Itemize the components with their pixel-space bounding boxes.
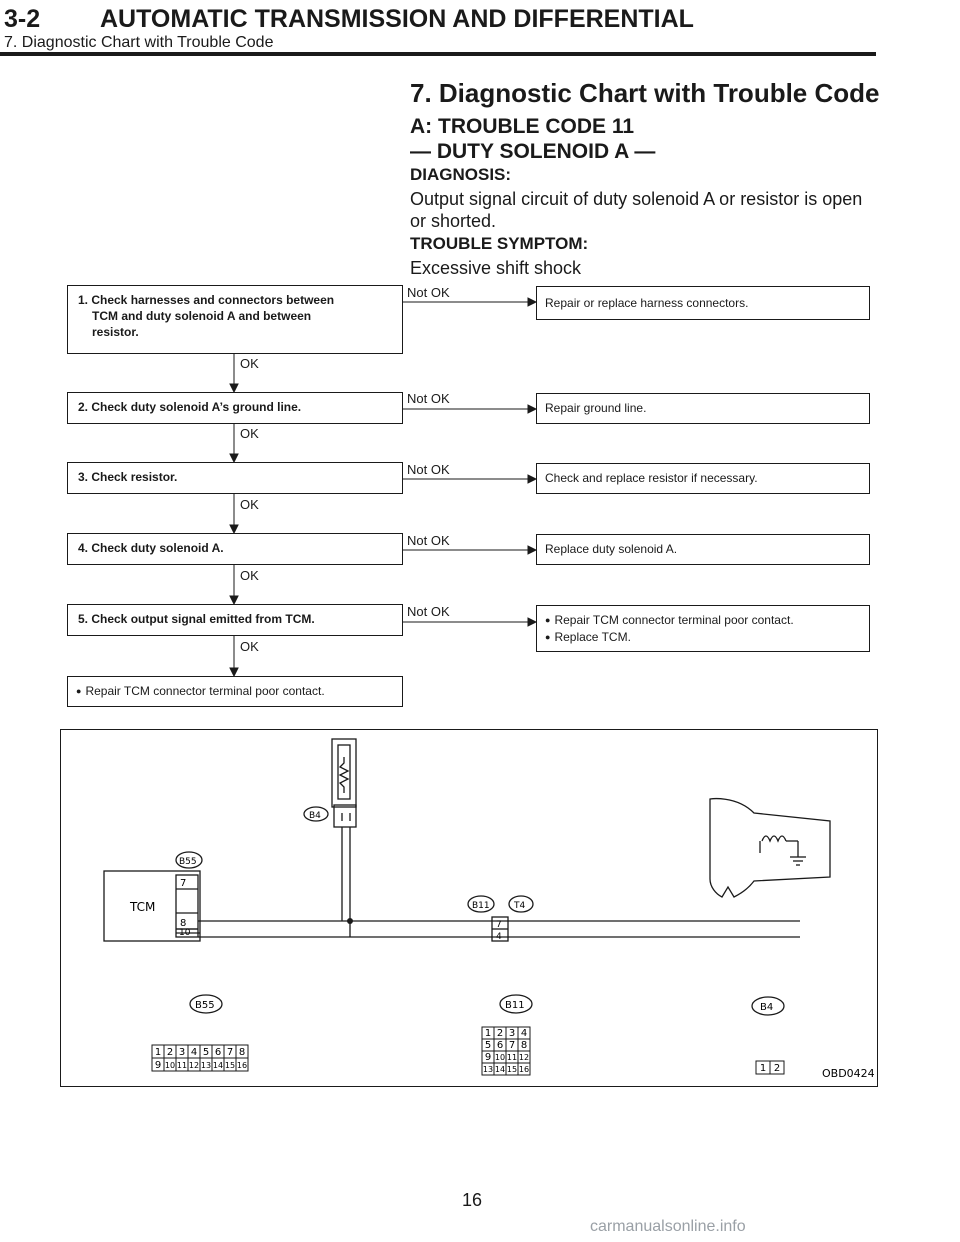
b55-face-pin-label: 9 bbox=[154, 1060, 162, 1071]
ok-label-4: OK bbox=[240, 568, 259, 583]
section-code: 3-2 bbox=[4, 5, 41, 33]
step-4-line1: 4. Check duty solenoid A. bbox=[78, 541, 224, 555]
diagnosis-line2: or shorted. bbox=[410, 211, 497, 231]
b55-connector-face bbox=[152, 1045, 248, 1071]
figure-code: OBD0424 bbox=[822, 1067, 875, 1080]
b55-face-pin-label: 11 bbox=[176, 1061, 188, 1070]
b11-face-pin-label: 8 bbox=[520, 1040, 528, 1051]
page-number: 16 bbox=[462, 1190, 483, 1210]
b4-view-tag: B4 bbox=[760, 1002, 774, 1013]
tcm-label: TCM bbox=[130, 900, 156, 914]
b4-face-pin-label: 2 bbox=[773, 1063, 781, 1074]
result-2 bbox=[536, 393, 870, 424]
b55-face-pin-label: 6 bbox=[214, 1047, 222, 1058]
step-5-line1: 5. Check output signal emitted from TCM. bbox=[78, 612, 315, 626]
b11-face-pin-label: 14 bbox=[494, 1065, 506, 1074]
ok-label-2: OK bbox=[240, 426, 259, 441]
b55-face-pin-label: 4 bbox=[190, 1047, 198, 1058]
watermark-site: carmanualsonline.info bbox=[590, 1218, 746, 1235]
b11-view-tag: B11 bbox=[505, 1000, 525, 1011]
b11-connector-face bbox=[482, 1027, 530, 1075]
b11-face-pin-label: 7 bbox=[508, 1040, 516, 1051]
result-1 bbox=[536, 286, 870, 320]
result-6-text: ● Replace TCM. bbox=[545, 629, 861, 646]
t4-pin-4: 4 bbox=[496, 932, 502, 942]
result-3-text: Check and replace resistor if necessary. bbox=[545, 471, 758, 485]
b55-face-pin-label: 1 bbox=[154, 1047, 162, 1058]
not-ok-label-3: Not OK bbox=[407, 462, 450, 477]
b11-face-pin-label: 10 bbox=[494, 1053, 506, 1062]
b55-face-pin-label: 10 bbox=[164, 1061, 176, 1070]
ok-label-1: OK bbox=[240, 356, 259, 371]
b55-face-pin-label: 5 bbox=[202, 1047, 210, 1058]
b4-face-pin-label: 1 bbox=[759, 1063, 767, 1074]
b55-face-pin-label: 16 bbox=[236, 1061, 248, 1070]
b55-face-pin-label: 13 bbox=[200, 1061, 212, 1070]
not-ok-label-4: Not OK bbox=[407, 533, 450, 548]
result-1-text: Repair or replace harness connectors. bbox=[545, 296, 749, 310]
b11-face-pin-label: 5 bbox=[484, 1040, 492, 1051]
b11-face-pin-label: 4 bbox=[520, 1028, 528, 1039]
flow-final bbox=[67, 676, 403, 707]
flow-step-1 bbox=[67, 285, 403, 354]
step-1-line3: resistor. bbox=[92, 325, 139, 339]
b55-view-tag: B55 bbox=[195, 1000, 215, 1011]
b55-face-pin-label: 12 bbox=[188, 1061, 200, 1070]
not-ok-label-2: Not OK bbox=[407, 391, 450, 406]
b55-pin-7: 7 bbox=[180, 878, 187, 889]
flow-step-5 bbox=[67, 604, 403, 636]
step-1-line1: 1. Check harnesses and connectors between bbox=[78, 293, 335, 307]
b55-tag: B55 bbox=[179, 857, 197, 867]
b11-face-pin-label: 1 bbox=[484, 1028, 492, 1039]
b11-tag: B11 bbox=[472, 901, 490, 911]
b11-face-pin-label: 12 bbox=[518, 1053, 530, 1062]
b55-face-pin-label: 8 bbox=[238, 1047, 246, 1058]
symptom-text: Excessive shift shock bbox=[410, 258, 582, 278]
not-ok-label-5: Not OK bbox=[407, 604, 450, 619]
result-4 bbox=[536, 534, 870, 565]
diagnosis-label: DIAGNOSIS: bbox=[410, 165, 512, 184]
result-2-text: Repair ground line. bbox=[545, 401, 647, 415]
b4-connector-face bbox=[756, 1061, 784, 1074]
flow-step-4 bbox=[67, 533, 403, 565]
b11-face-pin-label: 2 bbox=[496, 1028, 504, 1039]
step-1-line2: TCM and duty solenoid A and between bbox=[92, 309, 312, 323]
b11-face-pin-label: 15 bbox=[506, 1065, 518, 1074]
result-5-text: ● Repair TCM connector terminal poor contact. bbox=[545, 612, 861, 629]
t4-pin-7: 7 bbox=[496, 920, 502, 930]
trouble-code-line2: — DUTY SOLENOID A — bbox=[410, 140, 656, 163]
section-title: 7. Diagnostic Chart with Trouble Code bbox=[410, 78, 880, 108]
b55-pin-8: 8 bbox=[180, 918, 187, 929]
result-5 bbox=[536, 605, 870, 652]
b55-face-pin-label: 2 bbox=[166, 1047, 174, 1058]
result-4-text: Replace duty solenoid A. bbox=[545, 542, 678, 556]
b55-face-pin-label: 3 bbox=[178, 1047, 186, 1058]
b55-pin-10: 10 bbox=[179, 928, 191, 938]
b11-face-pin-label: 13 bbox=[482, 1065, 494, 1074]
b11-face-pin-label: 16 bbox=[518, 1065, 530, 1074]
b55-face-pin-label: 7 bbox=[226, 1047, 234, 1058]
t4-tag: T4 bbox=[514, 901, 526, 911]
b11-face-pin-label: 6 bbox=[496, 1040, 504, 1051]
symptom-label: TROUBLE SYMPTOM: bbox=[410, 234, 589, 253]
ok-label-5: OK bbox=[240, 639, 259, 654]
wiring-diagram bbox=[60, 729, 878, 1087]
b55-face-pin-label: 15 bbox=[224, 1061, 236, 1070]
b4-tag: B4 bbox=[309, 811, 321, 821]
b55-face-pin-label: 14 bbox=[212, 1061, 224, 1070]
flow-step-2 bbox=[67, 392, 403, 424]
final-action: ● Repair TCM connector terminal poor contact. bbox=[76, 683, 394, 700]
chapter-title: AUTOMATIC TRANSMISSION AND DIFFERENTIAL bbox=[100, 5, 694, 33]
diagnosis-line1: Output signal circuit of duty solenoid A or resistor is open bbox=[410, 189, 863, 209]
not-ok-label-1: Not OK bbox=[407, 285, 450, 300]
result-3 bbox=[536, 463, 870, 494]
chapter-subtitle: 7. Diagnostic Chart with Trouble Code bbox=[4, 34, 274, 51]
b11-face-pin-label: 9 bbox=[484, 1052, 492, 1063]
step-3-line1: 3. Check resistor. bbox=[78, 470, 178, 484]
splice-node bbox=[347, 918, 353, 924]
ok-label-3: OK bbox=[240, 497, 259, 512]
step-2-line1: 2. Check duty solenoid A’s ground line. bbox=[78, 400, 302, 414]
b11-face-pin-label: 11 bbox=[506, 1053, 518, 1062]
flow-step-3 bbox=[67, 462, 403, 494]
b11-face-pin-label: 3 bbox=[508, 1028, 516, 1039]
trouble-code-line1: A: TROUBLE CODE 11 bbox=[410, 115, 635, 138]
